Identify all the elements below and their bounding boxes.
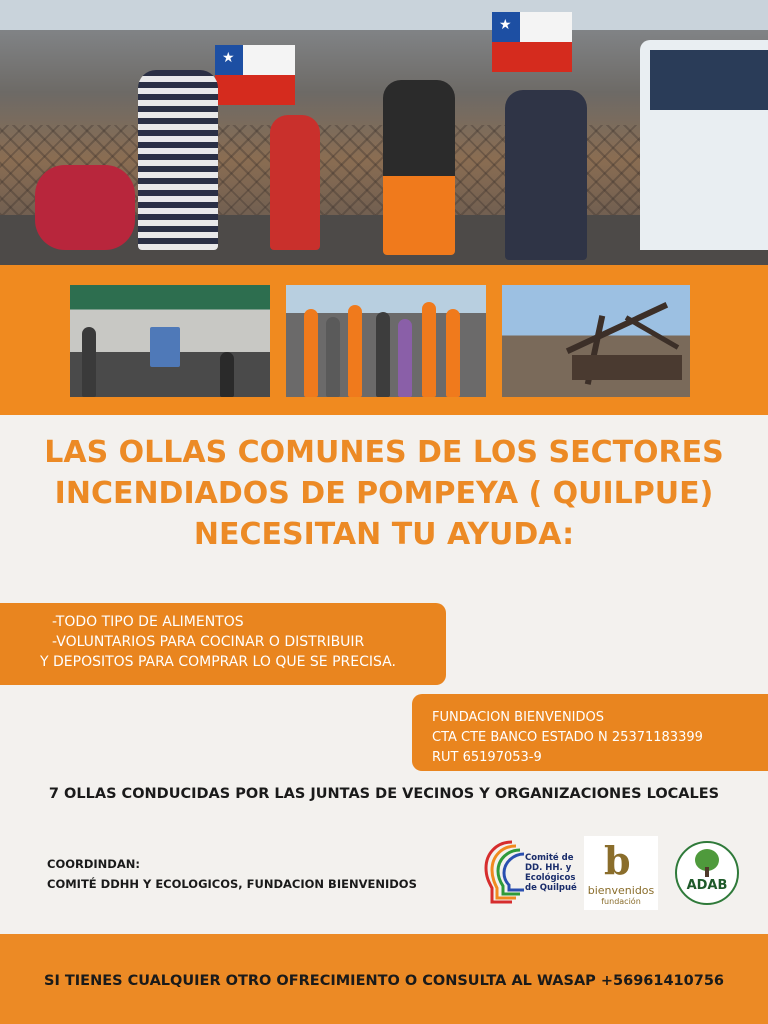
bank-rut: RUT 65197053-9 <box>432 750 542 765</box>
bank-info-box <box>412 694 768 771</box>
ollas-text: 7 OLLAS CONDUCIDAS POR LAS JUNTAS DE VECINOS Y ORGANIZACIONES LOCALES <box>48 786 720 802</box>
adab-logo <box>675 841 739 905</box>
comite-heads-icon <box>482 836 530 908</box>
photo-volunteers <box>286 285 486 397</box>
bank-name: FUNDACION BIENVENIDOS <box>432 710 605 725</box>
bienvenidos-name: bienvenidos <box>587 884 655 897</box>
footer-contact-text: SI TIENES CUALQUIER OTRO OFRECIMIENTO O CONSULTA AL WASAP +56961410756 <box>44 973 724 989</box>
comite-logo <box>482 836 582 908</box>
hero-person <box>505 90 587 260</box>
comite-text-line: de Quilpué <box>525 883 577 893</box>
coordinators-label: COORDINDAN: <box>47 857 140 871</box>
coordinators-names: COMITÉ DDHH Y ECOLOGICOS, FUNDACION BIENVENIDOS <box>47 877 417 891</box>
photo-tent <box>70 285 270 397</box>
tree-trunk <box>705 867 709 877</box>
adab-logo-text: ADAB <box>686 878 728 893</box>
headline-line-2: INCENDIADOS DE POMPEYA ( QUILPUE) <box>54 476 714 511</box>
comite-text-line: DD. HH. y <box>525 863 572 873</box>
photo-band <box>0 265 768 415</box>
chile-flag-icon: ★ <box>215 45 295 105</box>
comite-logo-text <box>525 853 577 893</box>
headline-line-1: LAS OLLAS COMUNES DE LOS SECTORES <box>44 435 724 470</box>
bienvenidos-logo <box>584 836 658 910</box>
hero-bus <box>640 40 768 250</box>
needs-item: -TODO TIPO DE ALIMENTOS <box>52 614 244 630</box>
comite-text-line: Ecológicos <box>525 873 576 883</box>
comite-text-line: Comité de <box>525 853 574 863</box>
coordinators <box>47 854 417 894</box>
hero-person <box>138 70 218 250</box>
footer-bar <box>0 934 768 1024</box>
hero-sky <box>0 0 768 30</box>
needs-item: Y DEPOSITOS PARA COMPRAR LO QUE SE PRECISA. <box>40 654 396 670</box>
needs-box <box>0 603 446 685</box>
needs-item: -VOLUNTARIOS PARA COCINAR O DISTRIBUIR <box>52 634 365 650</box>
headline-line-3: NECESITAN TU AYUDA: <box>193 517 575 552</box>
hero-person <box>270 115 320 250</box>
hero-photo <box>0 0 768 265</box>
chile-flag-icon: ★ <box>492 12 572 72</box>
bank-account: CTA CTE BANCO ESTADO N 25371183399 <box>432 730 703 745</box>
hero-bags <box>35 165 135 250</box>
bienvenidos-mark-icon: b <box>604 838 631 883</box>
hero-person <box>383 80 455 255</box>
photo-debris <box>502 285 690 397</box>
headline <box>0 432 768 555</box>
bienvenidos-sub: fundación <box>601 897 641 906</box>
